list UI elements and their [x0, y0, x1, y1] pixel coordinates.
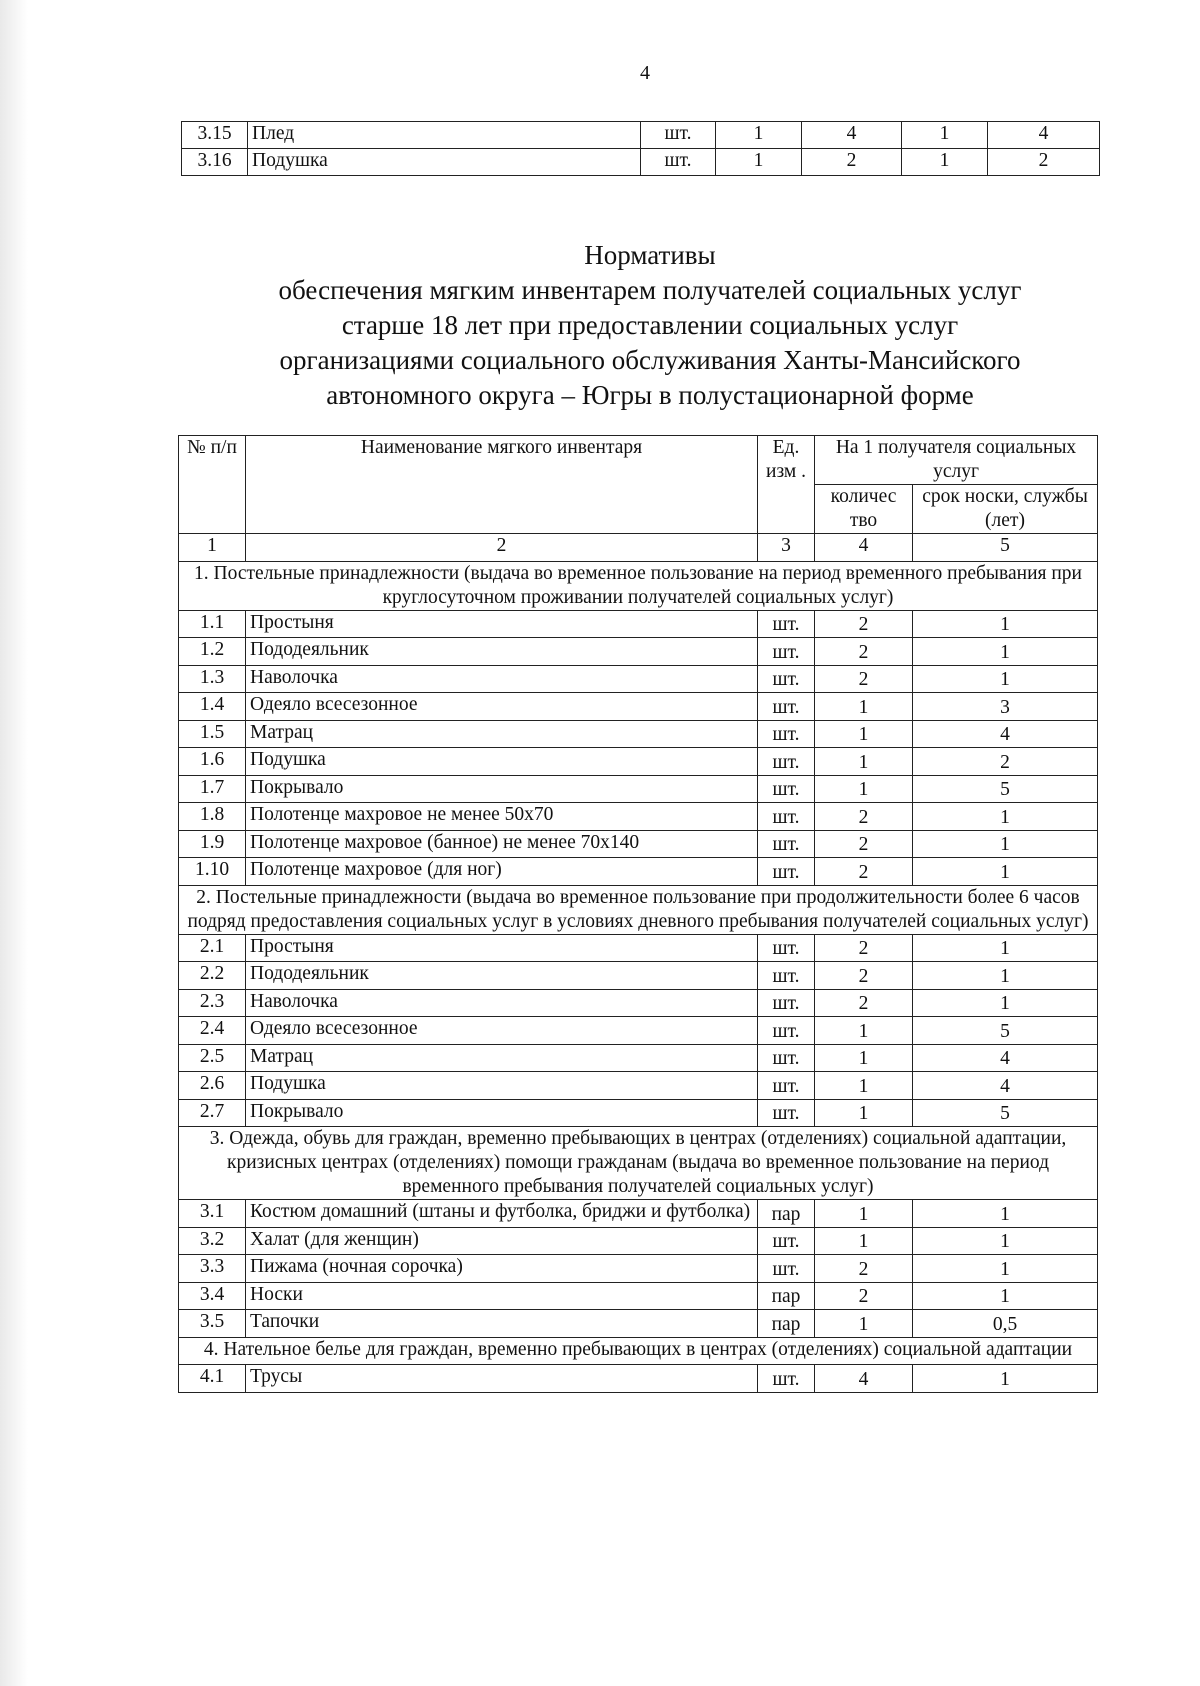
- service-term: 1: [913, 1365, 1098, 1393]
- unit: шт.: [758, 830, 815, 858]
- row-number: 1.1: [179, 610, 246, 638]
- table-row: [179, 1044, 1098, 1072]
- unit: пар: [758, 1200, 815, 1228]
- service-term: 2: [913, 748, 1098, 776]
- row-number: 1.9: [179, 830, 246, 858]
- unit: шт.: [758, 1017, 815, 1045]
- quantity: 1: [815, 775, 913, 803]
- table-row: [179, 665, 1098, 693]
- service-term: 1: [913, 1282, 1098, 1310]
- service-term: 1: [913, 858, 1098, 886]
- table-row: [179, 962, 1098, 990]
- row-number: 2.6: [179, 1072, 246, 1100]
- table-row: [179, 1017, 1098, 1045]
- service-term: 1: [913, 962, 1098, 990]
- item-name: Одеяло всесезонное: [246, 693, 758, 721]
- row-number: 1.2: [179, 638, 246, 666]
- table-row: [179, 803, 1098, 831]
- service-term: 1: [913, 934, 1098, 962]
- service-term: 1: [913, 830, 1098, 858]
- quantity: 2: [815, 803, 913, 831]
- quantity: 1: [815, 1017, 913, 1045]
- table-row: [179, 638, 1098, 666]
- quantity: 2: [815, 934, 913, 962]
- unit: шт.: [758, 748, 815, 776]
- item-name: Костюм домашний (штаны и футболка, бриджи и футболка): [246, 1200, 758, 1228]
- unit: шт.: [758, 1365, 815, 1393]
- item-name: Полотенце махровое (банное) не менее 70x140: [246, 830, 758, 858]
- unit: шт.: [758, 665, 815, 693]
- value: 2: [802, 149, 902, 176]
- section-row: [179, 885, 1098, 934]
- row-number: 1.4: [179, 693, 246, 721]
- service-term: 1: [913, 1255, 1098, 1283]
- service-term: 1: [913, 610, 1098, 638]
- item-name: Простыня: [246, 934, 758, 962]
- item-name: Подушка: [246, 748, 758, 776]
- norms-table: [178, 435, 1098, 1393]
- quantity: 4: [815, 1365, 913, 1393]
- row-number: 3.3: [179, 1255, 246, 1283]
- quantity: 1: [815, 1227, 913, 1255]
- page-number: 4: [640, 62, 650, 84]
- service-term: 1: [913, 638, 1098, 666]
- header-term: срок носки, службы (лет): [913, 485, 1098, 534]
- title-line: старше 18 лет при предоставлении социальных услуг: [341, 310, 959, 340]
- service-term: 4: [913, 1044, 1098, 1072]
- service-term: 1: [913, 803, 1098, 831]
- value: 1: [716, 149, 802, 176]
- unit: шт.: [758, 638, 815, 666]
- item-name: Трусы: [246, 1365, 758, 1393]
- service-term: 1: [913, 665, 1098, 693]
- title-line: организациями социального обслуживания Ханты-Мансийского: [279, 345, 1021, 375]
- table-row: [179, 1227, 1098, 1255]
- row-number: 2.1: [179, 934, 246, 962]
- column-number: 3: [758, 534, 815, 562]
- table-row: [179, 693, 1098, 721]
- section-title: 1. Постельные принадлежности (выдача во временное пользование на период временного пребывания при круглосуточном проживании получателей социальных услуг): [179, 561, 1098, 610]
- quantity: 2: [815, 830, 913, 858]
- service-term: 0,5: [913, 1310, 1098, 1338]
- unit: шт.: [758, 989, 815, 1017]
- table-row: [179, 858, 1098, 886]
- row-number: 2.7: [179, 1099, 246, 1127]
- table-row: [179, 989, 1098, 1017]
- unit: шт.: [758, 1044, 815, 1072]
- item-name: Полотенце махровое не менее 50x70: [246, 803, 758, 831]
- item-name: Наволочка: [246, 665, 758, 693]
- row-number: 3.2: [179, 1227, 246, 1255]
- unit: шт.: [758, 775, 815, 803]
- service-term: 1: [913, 989, 1098, 1017]
- quantity: 2: [815, 858, 913, 886]
- quantity: 2: [815, 665, 913, 693]
- quantity: 2: [815, 1282, 913, 1310]
- column-number: 4: [815, 534, 913, 562]
- table-row: [182, 122, 1100, 149]
- unit: шт.: [758, 693, 815, 721]
- unit: шт.: [758, 934, 815, 962]
- quantity: 1: [815, 1044, 913, 1072]
- item-name: Носки: [246, 1282, 758, 1310]
- continued-table: [181, 121, 1100, 176]
- unit: шт.: [758, 803, 815, 831]
- item-name: Пододеяльник: [246, 962, 758, 990]
- quantity: 1: [815, 1200, 913, 1228]
- row-number: 1.3: [179, 665, 246, 693]
- table-row: [179, 934, 1098, 962]
- column-number: 5: [913, 534, 1098, 562]
- item-name: Полотенце махровое (для ног): [246, 858, 758, 886]
- item-name: Пижама (ночная сорочка): [246, 1255, 758, 1283]
- row-number: 2.2: [179, 962, 246, 990]
- column-number: 1: [179, 534, 246, 562]
- item-name: Матрац: [246, 720, 758, 748]
- quantity: 2: [815, 962, 913, 990]
- unit: шт.: [641, 122, 716, 149]
- table-row: [179, 1200, 1098, 1228]
- title-line: автономного округа – Югры в полустационарной форме: [326, 380, 974, 410]
- quantity: 2: [815, 989, 913, 1017]
- section-title: 3. Одежда, обувь для граждан, временно пребывающих в центрах (отделениях) социальной адаптации, кризисных центрах (отделениях) помощи гражданам (выдача во временное пользование на период временного пребывания получателей социальных услуг): [179, 1127, 1098, 1200]
- item-name: Покрывало: [246, 775, 758, 803]
- unit: шт.: [758, 1072, 815, 1100]
- row-number: 3.1: [179, 1200, 246, 1228]
- row-number: 1.6: [179, 748, 246, 776]
- item-name: Плед: [248, 122, 641, 149]
- header-quantity: количес тво: [815, 485, 913, 534]
- table-row: [179, 610, 1098, 638]
- quantity: 1: [815, 693, 913, 721]
- table-row: [179, 720, 1098, 748]
- row-number: 1.8: [179, 803, 246, 831]
- title-line: Нормативы: [584, 240, 716, 270]
- unit: пар: [758, 1310, 815, 1338]
- quantity: 1: [815, 748, 913, 776]
- table-row: [179, 1072, 1098, 1100]
- row-number: 1.7: [179, 775, 246, 803]
- item-name: Наволочка: [246, 989, 758, 1017]
- row-number: 4.1: [179, 1365, 246, 1393]
- header-name: Наименование мягкого инвентаря: [246, 436, 758, 534]
- row-number: 1.10: [179, 858, 246, 886]
- quantity: 2: [815, 610, 913, 638]
- quantity: 1: [815, 1099, 913, 1127]
- item-name: Одеяло всесезонное: [246, 1017, 758, 1045]
- row-number: 1.5: [179, 720, 246, 748]
- row-number: 2.4: [179, 1017, 246, 1045]
- value: 1: [716, 122, 802, 149]
- quantity: 1: [815, 720, 913, 748]
- unit: шт.: [758, 610, 815, 638]
- table-row: [179, 1282, 1098, 1310]
- header-unit: Ед. изм .: [758, 436, 815, 534]
- title-line: обеспечения мягким инвентарем получателей социальных услуг: [278, 275, 1022, 305]
- value: 4: [802, 122, 902, 149]
- service-term: 4: [913, 1072, 1098, 1100]
- document-title: [240, 238, 1060, 413]
- item-name: Покрывало: [246, 1099, 758, 1127]
- table-row: [179, 748, 1098, 776]
- service-term: 4: [913, 720, 1098, 748]
- table-row: [179, 1310, 1098, 1338]
- service-term: 5: [913, 1017, 1098, 1045]
- value: 2: [988, 149, 1100, 176]
- quantity: 1: [815, 1310, 913, 1338]
- unit: шт.: [641, 149, 716, 176]
- service-term: 5: [913, 775, 1098, 803]
- section-title: 2. Постельные принадлежности (выдача во временное пользование при продолжительности более 6 часов подряд предоставления социальных услуг в условиях дневного пребывания получателей социальных услуг): [179, 885, 1098, 934]
- service-term: 5: [913, 1099, 1098, 1127]
- header-per-recipient: На 1 получателя социальных услуг: [815, 436, 1098, 485]
- item-name: Подушка: [248, 149, 641, 176]
- item-name: Пододеяльник: [246, 638, 758, 666]
- section-row: [179, 1337, 1098, 1365]
- table-row: [179, 1099, 1098, 1127]
- table-row: [179, 775, 1098, 803]
- unit: шт.: [758, 1227, 815, 1255]
- quantity: 2: [815, 1255, 913, 1283]
- header-number: № п/п: [179, 436, 246, 534]
- row-number: 3.15: [182, 122, 248, 149]
- row-number: 2.3: [179, 989, 246, 1017]
- value: 1: [902, 149, 988, 176]
- unit: шт.: [758, 962, 815, 990]
- section-row: [179, 561, 1098, 610]
- service-term: 3: [913, 693, 1098, 721]
- section-title: 4. Нательное белье для граждан, временно пребывающих в центрах (отделениях) социальной адаптации: [179, 1337, 1098, 1365]
- item-name: Матрац: [246, 1044, 758, 1072]
- unit: шт.: [758, 1099, 815, 1127]
- item-name: Простыня: [246, 610, 758, 638]
- column-number: 2: [246, 534, 758, 562]
- row-number: 3.16: [182, 149, 248, 176]
- quantity: 2: [815, 638, 913, 666]
- unit: шт.: [758, 858, 815, 886]
- unit: пар: [758, 1282, 815, 1310]
- item-name: Подушка: [246, 1072, 758, 1100]
- scan-edge: [0, 0, 28, 1686]
- item-name: Тапочки: [246, 1310, 758, 1338]
- item-name: Халат (для женщин): [246, 1227, 758, 1255]
- row-number: 2.5: [179, 1044, 246, 1072]
- table-row: [179, 830, 1098, 858]
- unit: шт.: [758, 1255, 815, 1283]
- section-row: [179, 1127, 1098, 1200]
- unit: шт.: [758, 720, 815, 748]
- value: 1: [902, 122, 988, 149]
- service-term: 1: [913, 1200, 1098, 1228]
- table-row: [182, 149, 1100, 176]
- table-row: [179, 1255, 1098, 1283]
- row-number: 3.5: [179, 1310, 246, 1338]
- row-number: 3.4: [179, 1282, 246, 1310]
- quantity: 1: [815, 1072, 913, 1100]
- service-term: 1: [913, 1227, 1098, 1255]
- table-row: [179, 1365, 1098, 1393]
- value: 4: [988, 122, 1100, 149]
